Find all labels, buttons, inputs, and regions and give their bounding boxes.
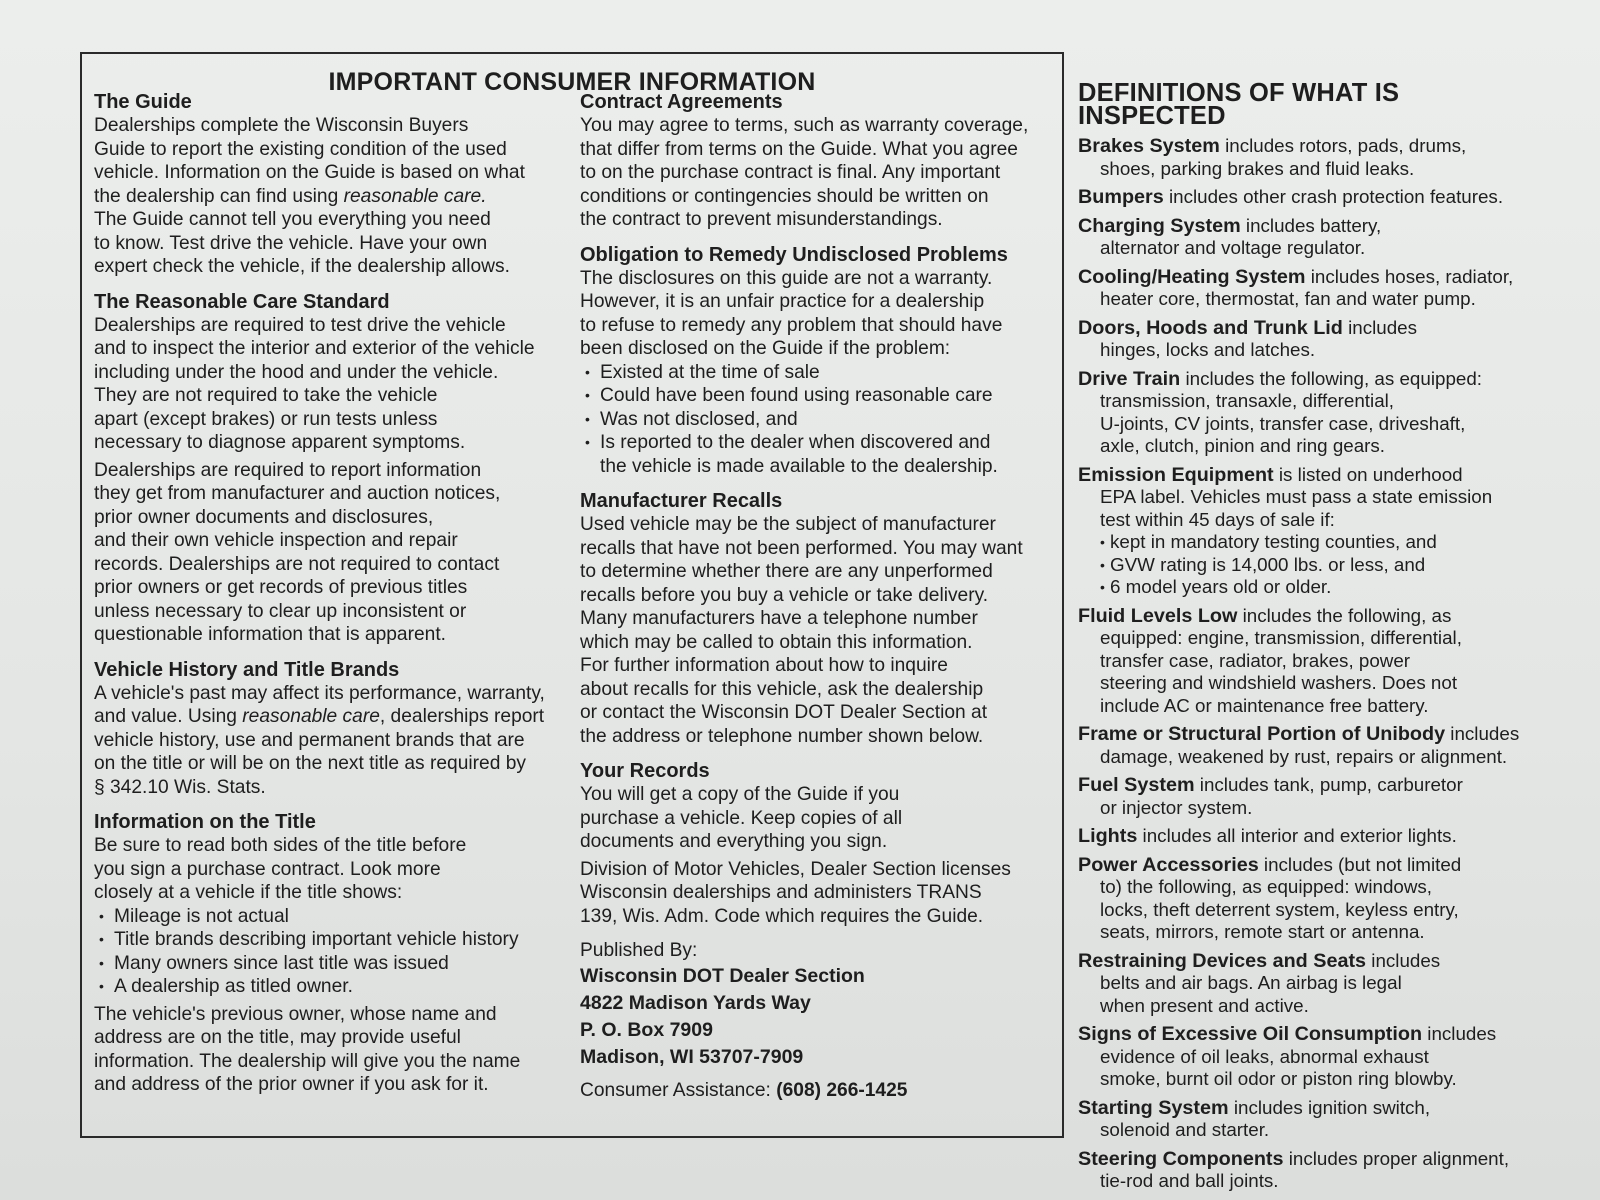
definition-item (1078, 774, 1548, 819)
definition-term: Power Accessories (1078, 853, 1259, 876)
definition-item (1078, 825, 1548, 848)
definition-term: Cooling/Heating System (1078, 265, 1306, 288)
definition-item (1078, 723, 1548, 768)
section-contract (580, 90, 1056, 232)
section-recalls (580, 489, 1056, 748)
section-obligation (580, 243, 1056, 479)
definition-text: evidence of oil leaks, abnormal exhaust smoke, burnt oil odor or piston ring blowby. (1100, 1045, 1457, 1089)
section-text: Dealerships are required to report information they get from manufacturer and auction notices, prior owner documents and disclosures, and their own vehicle inspection and repair records. Dealerships are not required to contact prior owners or get records of previous titles unless necessary to clear up inconsistent or questionable information that is apparent. (94, 459, 501, 645)
definition-item (1078, 186, 1548, 209)
section-heading: The Guide (94, 91, 192, 113)
definition-text: equipped: engine, transmission, differential, transfer case, radiator, brakes, power steering and windshield washers. Does not include AC or maintenance free battery. (1100, 627, 1462, 716)
definition-text: includes the following, as equipped: (1180, 367, 1482, 389)
definition-term: Charging System (1078, 214, 1241, 237)
definition-term: Lights (1078, 825, 1138, 847)
section-text: The Guide cannot tell you everything you need to know. Test drive the vehicle. Have your own expert check the vehicle, if the dealership allows. (94, 209, 510, 277)
definition-text: to) the following, as equipped: windows, locks, theft deterrent system, keyless entry, seats, mirrors, remote start or antenna. (1100, 876, 1459, 942)
definition-term: Starting System (1078, 1096, 1229, 1119)
section-vehicle-history (94, 658, 562, 800)
definitions-list (1078, 135, 1548, 1193)
definition-term: Doors, Hoods and Trunk Lid (1078, 316, 1343, 339)
section-heading: Your Records (580, 760, 710, 782)
definition-text: includes rotors, pads, drums, (1219, 135, 1467, 156)
definition-text: includes all interior and exterior lights. (1137, 825, 1457, 846)
section-records (580, 759, 1056, 928)
definition-text: hinges, locks and latches. (1100, 339, 1316, 360)
list-item: • Could have been found using reasonable care (580, 384, 1056, 408)
definition-text: includes (1366, 949, 1441, 971)
section-text: You may agree to terms, such as warranty coverage, that differ from terms on the Guide. What you agree to on the purchase contract is final. Any important conditions or contingencies should be written on the contract to prevent misunderstandings. (580, 115, 1029, 230)
definition-text: belts and air bags. An airbag is legal when present and active. (1100, 972, 1402, 1016)
list-item: • GVW rating is 14,000 lbs. or less, and (1078, 554, 1548, 577)
definition-item (1078, 368, 1548, 458)
emphasis-text: reasonable care (242, 706, 380, 727)
consumer-assistance (580, 1079, 1056, 1103)
middle-column (580, 90, 1056, 1113)
definition-item (1078, 1097, 1548, 1142)
assistance-label: Consumer Assistance: (580, 1079, 771, 1101)
definition-term: Fluid Levels Low (1078, 604, 1238, 627)
definition-text: includes proper alignment, (1283, 1147, 1510, 1169)
definition-term: Drive Train (1078, 367, 1181, 390)
definition-text: includes the following, as (1237, 604, 1452, 626)
list-item: • Title brands describing important vehicle history (94, 928, 562, 952)
definition-text: shoes, parking brakes and fluid leaks. (1100, 157, 1415, 179)
definition-term: Emission Equipment (1078, 463, 1274, 486)
section-heading: The Reasonable Care Standard (94, 290, 390, 313)
definition-text: transmission, transaxle, differential, U-joints, CV joints, transfer case, driveshaft, axle, clutch, pinion and ring gears. (1100, 390, 1466, 456)
definition-text: includes hoses, radiator, (1305, 265, 1514, 287)
consumer-info-box (80, 52, 1064, 1138)
definition-text: includes other crash protection features. (1163, 186, 1504, 207)
left-column (94, 90, 562, 1108)
definition-term: Bumpers (1078, 186, 1164, 208)
definition-term: Steering Components (1078, 1147, 1284, 1170)
list-item: • A dealership as titled owner. (94, 975, 562, 999)
section-text: , dealerships report vehicle history, use and permanent brands that are on the title or will be on the next title as required by § 342.10 Wis. Stats. (94, 706, 545, 798)
definition-text: EPA label. Vehicles must pass a state emission test within 45 days of sale if: (1100, 486, 1493, 530)
definitions-column (1078, 79, 1548, 1199)
definition-item (1078, 135, 1548, 180)
section-heading: Vehicle History and Title Brands (94, 658, 400, 681)
definition-text: damage, weakened by rust, repairs or alignment. (1100, 745, 1508, 767)
definition-term: Fuel System (1078, 774, 1195, 796)
definition-text: includes (but not limited (1258, 853, 1462, 875)
publisher-block (580, 939, 1056, 1102)
definition-item (1078, 317, 1548, 362)
definition-text: is listed on underhood (1273, 463, 1463, 485)
section-text: Dealerships complete the Wisconsin Buyers Guide to report the existing condition of the used vehicle. Information on the Guide is based on what the dealership can find using (94, 115, 525, 207)
list-item: • Was not disclosed, and (580, 408, 1056, 432)
definition-term: Restraining Devices and Seats (1078, 949, 1367, 972)
assistance-phone: (608) 266-1425 (776, 1079, 908, 1101)
section-heading: Information on the Title (94, 811, 316, 833)
list-item: • Many owners since last title was issued (94, 952, 562, 976)
list-item: • 6 model years old or older. (1078, 576, 1548, 599)
definition-item (1078, 266, 1548, 311)
published-by-label: Published By: (580, 940, 698, 961)
section-title-info (94, 810, 562, 1097)
emphasis-text: reasonable care. (343, 185, 487, 207)
bullet-list (94, 905, 562, 999)
definition-text: solenoid and starter. (1100, 1119, 1270, 1140)
section-reasonable-care (94, 290, 562, 647)
bullet-list (1078, 531, 1548, 599)
definition-text: heater core, thermostat, fan and water pump. (1100, 288, 1476, 309)
definition-term: Frame or Structural Portion of Unibody (1078, 723, 1446, 745)
section-text: A vehicle's past may affect its performance, warranty, and value. Using (94, 682, 545, 727)
definition-item (1078, 950, 1548, 1018)
definition-text: alternator and voltage regulator. (1100, 237, 1366, 258)
section-text: Be sure to read both sides of the title before you sign a purchase contract. Look more closely at a vehicle if the title shows: (94, 835, 467, 903)
list-item: • Existed at the time of sale (580, 361, 1056, 385)
bullet-list (580, 361, 1056, 479)
publisher-city: Madison, WI 53707-7909 (580, 1045, 804, 1068)
section-heading: Obligation to Remedy Undisclosed Problems (580, 243, 1008, 266)
definition-item (1078, 215, 1548, 260)
list-item: • Is reported to the dealer when discovered and the vehicle is made available to the dealership. (580, 431, 1056, 478)
section-heading: Contract Agreements (580, 91, 783, 113)
definition-text: includes (1342, 316, 1417, 338)
publisher-box: P. O. Box 7909 (580, 1018, 713, 1041)
definition-item (1078, 854, 1548, 944)
definition-text: includes battery, (1240, 214, 1382, 236)
definition-text: or injector system. (1100, 796, 1253, 818)
section-text: Division of Motor Vehicles, Dealer Section licenses Wisconsin dealerships and administers TRANS 139, Wis. Adm. Code which requires the Guide. (580, 858, 1011, 927)
definition-text: includes (1445, 723, 1520, 744)
section-text: You will get a copy of the Guide if you purchase a vehicle. Keep copies of all documents and everything you sign. (580, 784, 903, 852)
definition-term: Signs of Excessive Oil Consumption (1078, 1023, 1423, 1045)
section-the-guide (94, 90, 562, 279)
definition-text: includes (1422, 1023, 1497, 1044)
list-item: • Mileage is not actual (94, 905, 562, 929)
definition-item (1078, 605, 1548, 718)
section-text: Used vehicle may be the subject of manufacturer recalls that have not been performed. You may want to determine whether there are any unperformed recalls before you buy a vehicle or take delivery. Many manufacturers have a telephone number which may be called to obtain this information. For further information about how to inquire about recalls for this vehicle, ask the dealership or contact the Wisconsin DOT Dealer Section at the address or telephone number shown below. (580, 514, 1023, 747)
definition-term: Brakes System (1078, 135, 1220, 157)
definition-text: tie-rod and ball joints. (1100, 1170, 1279, 1191)
section-text: Dealerships are required to test drive the vehicle and to inspect the interior and exterior of the vehicle including under the hood and under the vehicle. They are not required to take the vehicle apart (except brakes) or run tests unless necessary to diagnose apparent symptoms. (94, 314, 535, 453)
section-text: The disclosures on this guide are not a warranty. However, it is an unfair practice for a dealership to refuse to remedy any problem that should have been disclosed on the Guide if the problem: (580, 267, 1003, 359)
definitions-title: DEFINITIONS OF WHAT IS INSPECTED (1078, 79, 1400, 130)
definition-text: includes tank, pump, carburetor (1194, 774, 1463, 795)
definition-item (1078, 1148, 1548, 1193)
definition-text: includes ignition switch, (1228, 1096, 1431, 1118)
definition-item (1078, 464, 1548, 599)
publisher-street: 4822 Madison Yards Way (580, 991, 811, 1014)
box-title: IMPORTANT CONSUMER INFORMATION (328, 68, 816, 96)
list-item: • kept in mandatory testing counties, and (1078, 531, 1548, 554)
section-text: The vehicle's previous owner, whose name and address are on the title, may provide useful information. The dealership will give you the name and address of the prior owner if you ask for it. (94, 1003, 521, 1095)
definition-item (1078, 1023, 1548, 1091)
section-heading: Manufacturer Recalls (580, 490, 783, 512)
publisher-name: Wisconsin DOT Dealer Section (580, 964, 865, 987)
